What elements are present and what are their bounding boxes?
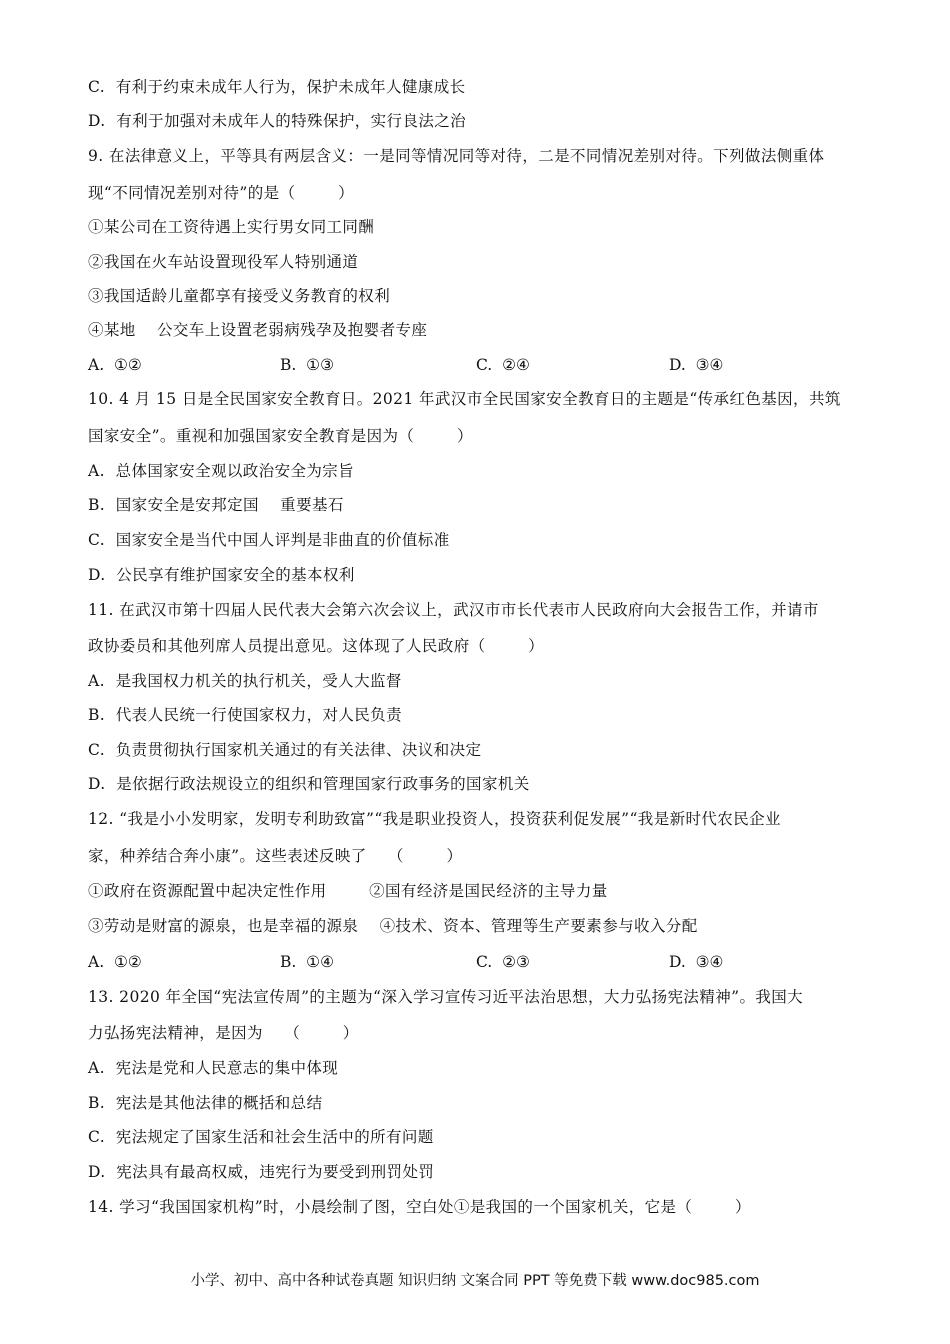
q11-stem-line-2: 政协委员和其他列席人员提出意见。这体现了人民政府（ ） bbox=[88, 637, 545, 655]
q8-option-c: C. 有利于约束未成年人行为，保护未成年人健康成长 bbox=[88, 78, 466, 96]
q11-option-c: C. 负责贯彻执行国家机关通过的有关法律、决议和决定 bbox=[88, 741, 482, 759]
q12-option-c: C. ②③ bbox=[476, 953, 530, 971]
q12-option-a: A. ①② bbox=[88, 953, 142, 971]
q12-options bbox=[88, 952, 908, 972]
q9-statement-3: ③我国适龄儿童都享有接受义务教育的权利 bbox=[88, 287, 391, 305]
q13-option-d: D. 宪法具有最高权威，违宪行为要受到刑罚处罚 bbox=[88, 1163, 435, 1181]
q13-option-b: B. 宪法是其他法律的概括和总结 bbox=[88, 1094, 323, 1112]
q12-option-d: D. ③④ bbox=[669, 953, 724, 971]
q10-option-d: D. 公民享有维护国家安全的基本权利 bbox=[88, 566, 355, 584]
q10-stem-line-1: 10. 4 月 15 日是全民国家安全教育日。2021 年武汉市全民国家安全教育日的主题是“传承红色基因，共筑 bbox=[88, 390, 841, 408]
q10-option-c: C. 国家安全是当代中国人评判是非曲直的价值标准 bbox=[88, 531, 450, 549]
q9-option-a: A. ①② bbox=[88, 356, 142, 374]
q9-statement-4: ④某地 公交车上设置老弱病残孕及抱婴者专座 bbox=[88, 321, 428, 339]
q10-stem-line-2: 国家安全”。重视和加强国家安全教育是因为（ ） bbox=[88, 427, 473, 445]
q9-option-b: B. ①③ bbox=[280, 356, 334, 374]
q11-option-d: D. 是依据行政法规设立的组织和管理国家行政事务的国家机关 bbox=[88, 775, 530, 793]
q9-options bbox=[88, 355, 908, 375]
q10-option-b: B. 国家安全是安邦定国 重要基石 bbox=[88, 496, 344, 514]
q12-statement-1-2: ①政府在资源配置中起决定性作用 ②国有经济是国民经济的主导力量 bbox=[88, 882, 608, 900]
q12-stem-line-1: 12. “我是小小发明家，发明专利助致富”“我是职业投资人，投资获利促发展”“我是新时代农民企业 bbox=[88, 810, 781, 828]
q9-stem-line-1: 9. 在法律意义上，平等具有两层含义：一是同等情况同等对待，二是不同情况差别对待。下列做法侧重体 bbox=[88, 147, 825, 165]
q10-option-a: A. 总体国家安全观以政治安全为宗旨 bbox=[88, 462, 355, 480]
q11-option-b: B. 代表人民统一行使国家权力，对人民负责 bbox=[88, 706, 402, 724]
page-footer: 小学、初中、高中各种试卷真题 知识归纳 文案合同 PPT 等免费下载 www.doc985.com bbox=[190, 1273, 760, 1289]
q9-option-c: C. ②④ bbox=[476, 356, 530, 374]
q11-option-a: A. 是我国权力机关的执行机关，受人大监督 bbox=[88, 672, 402, 690]
q9-statement-2: ②我国在火车站设置现役军人特别通道 bbox=[88, 253, 359, 271]
q14-stem: 14. 学习“我国国家机构”时，小晨绘制了图，空白处①是我国的一个国家机关，它是（ ） bbox=[88, 1198, 751, 1216]
q13-option-a: A. 宪法是党和人民意志的集中体现 bbox=[88, 1059, 339, 1077]
q13-stem-line-2: 力弘扬宪法精神，是因为 （ ） bbox=[88, 1024, 359, 1042]
q8-option-d: D. 有利于加强对未成年人的特殊保护，实行良法之治 bbox=[88, 112, 467, 130]
q9-statement-1: ①某公司在工资待遇上实行男女同工同酬 bbox=[88, 218, 375, 236]
q12-statement-3-4: ③劳动是财富的源泉，也是幸福的源泉 ④技术、资本、管理等生产要素参与收入分配 bbox=[88, 917, 698, 935]
q12-option-b: B. ①④ bbox=[280, 953, 334, 971]
q9-stem-line-2: 现“不同情况差别对待”的是（ ） bbox=[88, 184, 354, 202]
q12-stem-line-2: 家，种养结合奔小康”。这些表述反映了 （ ） bbox=[88, 847, 463, 865]
q9-option-d: D. ③④ bbox=[669, 356, 724, 374]
q11-stem-line-1: 11. 在武汉市第十四届人民代表大会第六次会议上，武汉市市长代表市人民政府向大会报告工作，并请市 bbox=[88, 601, 819, 619]
q13-stem-line-1: 13. 2020 年全国“宪法宣传周”的主题为“深入学习宣传习近平法治思想，大力弘扬宪法精神”。我国大 bbox=[88, 988, 804, 1006]
q13-option-c: C. 宪法规定了国家生活和社会生活中的所有问题 bbox=[88, 1128, 434, 1146]
